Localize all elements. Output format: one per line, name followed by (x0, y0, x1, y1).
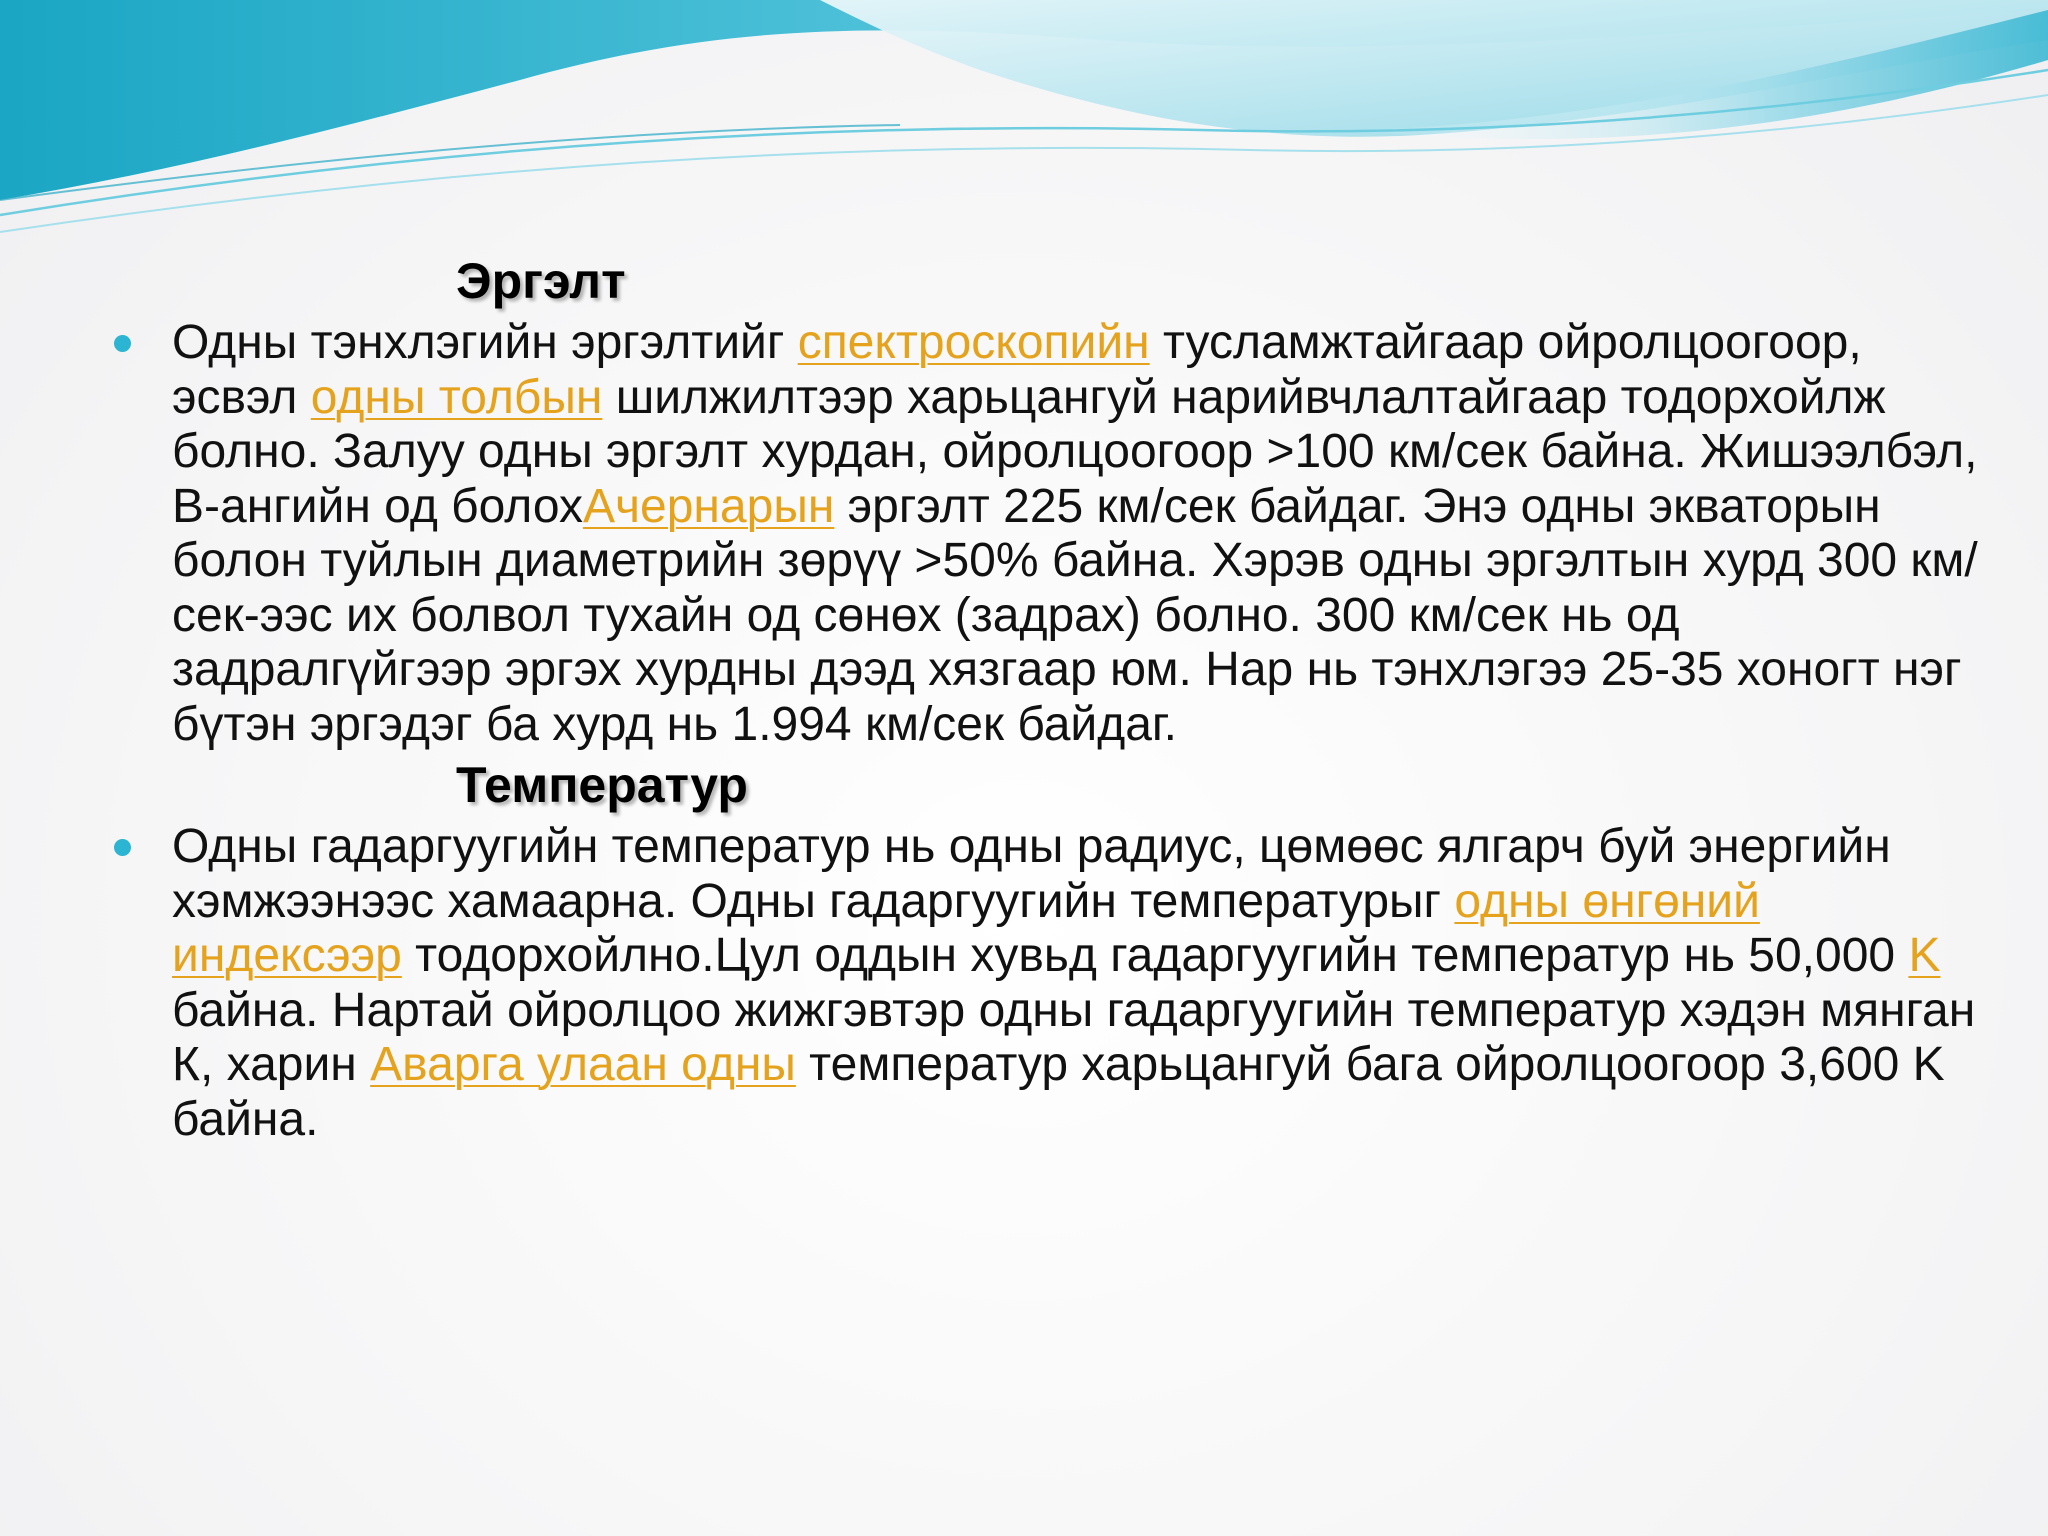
hyperlink[interactable]: одны толбын (310, 370, 603, 424)
paragraph-run: эргэлт 225 км/сек байдаг. Энэ одны экваторын болон туйлын диаметрийн зөрүү >50% байна. Хэрэв одны эргэлтын хурд 300 км/сек-ээс их болвол тухайн од сөнөх (задрах) болно. 300 км/сек нь од задралгүйгээр эргэх хурдны дээд хязгаар юм. Нар нь тэнхлэгээ 25-35 хоногт нэг бүтэн эргэдэг ба хурд нь 1.994 км/сек байдаг. (172, 479, 1978, 751)
hyperlink[interactable]: Аварга улаан одны (370, 1038, 796, 1091)
paragraph-text-rotation (172, 316, 1978, 751)
paragraph-run: байна. Нартай ойролцоо жижгэвтэр одны гадаргуугийн температур хэдэн мянган К, харин (172, 983, 1976, 1091)
slide-content (108, 250, 1988, 1149)
paragraph-run: тодорхойлно.Цул оддын хувьд гадаргуугийн температур нь 50,000 (401, 929, 1909, 982)
wave-banner-decoration (0, 0, 2048, 260)
paragraph-run: Одны гадаргуугийн температур нь одны радиус, цөмөөс ялгарч буй энергийн хэмжээнээс хамаарна. Одны гадаргуугийн температурыг (172, 820, 1891, 928)
section-heading-temperature: Температур (456, 757, 748, 813)
bullet-paragraph-rotation (108, 316, 1988, 752)
paragraph-run: шилжилтээр харьцангуй нарийвчлалтайгаар тодорхойлж болно. Залуу одны эргэлт хурдан, ойролцоогоор >100 км/сек байна. Жишээлбэл, B-ангийн од болох (172, 370, 1978, 533)
hyperlink[interactable]: спектроскопийн (797, 316, 1150, 369)
paragraph-run: Одны тэнхлэгийн эргэлтийг (172, 316, 798, 369)
section-heading-rotation: Эргэлт (456, 253, 626, 309)
paragraph-text-temperature (172, 820, 1975, 1146)
hyperlink[interactable]: K (1908, 929, 1941, 982)
paragraph-run: температур харьцангуй бага ойролцоогоор 3,600 K байна. (172, 1038, 1945, 1146)
bullet-dot-icon (114, 335, 131, 352)
bullet-dot-icon (114, 839, 131, 856)
bullet-paragraph-temperature (108, 820, 1988, 1147)
paragraph-run: тусламжтайгаар ойролцоогоор, эсвэл (172, 316, 1862, 424)
hyperlink[interactable]: Ачернарын (583, 479, 835, 533)
hyperlink[interactable]: одны өнгөний индексээр (172, 874, 1760, 982)
